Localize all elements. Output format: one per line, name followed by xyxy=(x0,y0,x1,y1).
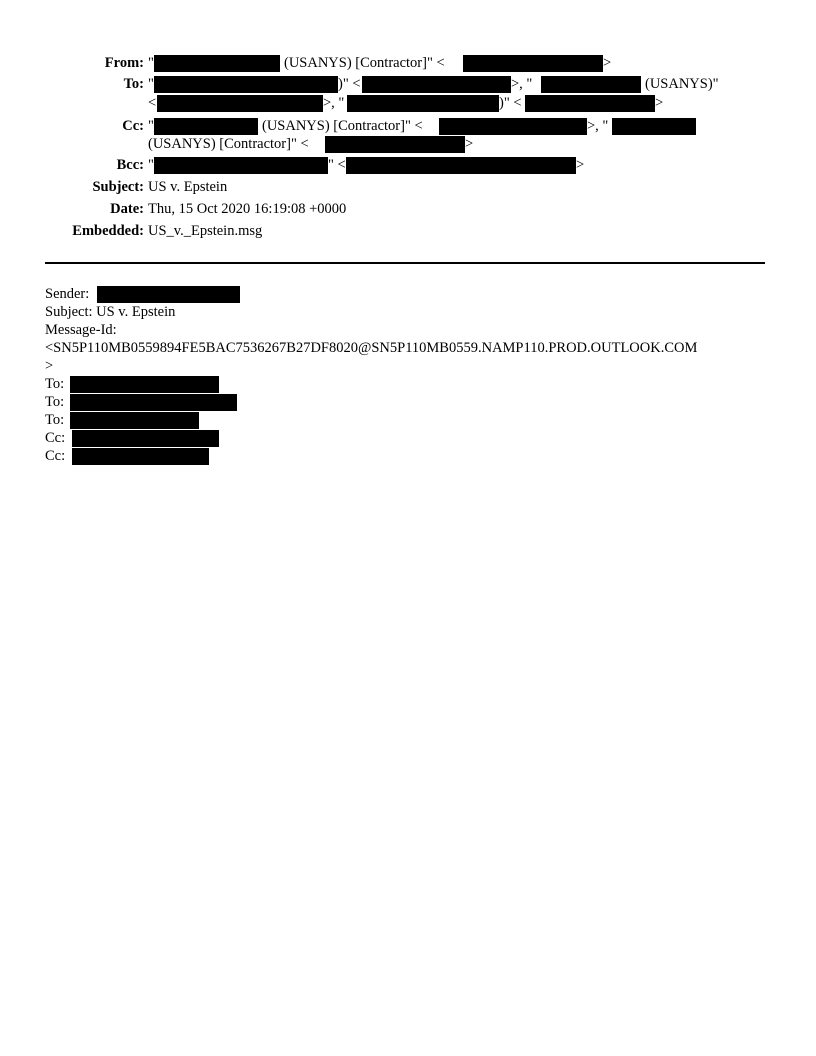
bcc-label: Bcc: xyxy=(116,157,144,173)
recipient-line xyxy=(45,393,64,411)
to-text-2: >, " xyxy=(511,76,533,92)
redaction-box xyxy=(439,118,587,135)
to-label: To: xyxy=(123,76,144,92)
recipient-label: To: xyxy=(45,376,65,392)
from-quote: " xyxy=(148,55,154,71)
sender-label: Sender: xyxy=(45,286,90,302)
redaction-box xyxy=(346,157,576,174)
redaction-box xyxy=(70,412,199,429)
redaction-box xyxy=(612,118,696,135)
to-quote: " xyxy=(148,76,154,92)
recipient-line xyxy=(45,375,64,393)
redaction-box xyxy=(72,448,209,465)
from-row xyxy=(0,54,816,72)
from-text: (USANYS) [Contractor]" < xyxy=(284,55,445,71)
redaction-box xyxy=(525,95,655,112)
to-l2-text-3: > xyxy=(655,95,664,111)
from-label: From: xyxy=(104,55,144,71)
recipient-label: Cc: xyxy=(45,448,66,464)
embedded-row xyxy=(0,222,816,240)
cc-row-continued xyxy=(0,135,816,153)
redaction-box xyxy=(463,55,603,72)
to-l2-text-1: >, " xyxy=(323,95,345,111)
bcc-text-1: " < xyxy=(328,157,346,173)
redaction-box xyxy=(157,95,323,112)
recipient-line xyxy=(45,411,64,429)
cc-text-1: (USANYS) [Contractor]" < xyxy=(262,118,423,134)
redaction-box xyxy=(97,286,240,303)
recipient-label: To: xyxy=(45,394,65,410)
bcc-row xyxy=(0,156,816,174)
redaction-box xyxy=(347,95,499,112)
recipient-label: Cc: xyxy=(45,430,66,446)
sender-line xyxy=(45,285,89,303)
date-value: Thu, 15 Oct 2020 16:19:08 +0000 xyxy=(148,201,347,217)
date-row xyxy=(0,200,816,218)
subject-line: Subject: US v. Epstein xyxy=(45,304,176,320)
embedded-attachment-link[interactable]: US_v._Epstein.msg xyxy=(148,223,263,239)
redaction-box xyxy=(72,430,219,447)
redaction-box xyxy=(325,136,465,153)
redaction-box xyxy=(154,76,338,93)
message-id-value: <SN5P110MB0559894FE5BAC7536267B27DF8020@SN5P110MB0559.NAMP110.PROD.OUTLOOK.COM xyxy=(45,340,698,356)
to-text-1: )" < xyxy=(338,76,361,92)
recipient-line xyxy=(45,447,65,465)
bcc-quote: " xyxy=(148,157,154,173)
from-close: > xyxy=(603,55,612,71)
redaction-box xyxy=(154,55,280,72)
date-label: Date: xyxy=(110,201,144,217)
message-id-label: Message-Id: xyxy=(45,322,117,338)
to-row xyxy=(0,75,816,93)
cc-l2-close: > xyxy=(465,136,474,152)
redaction-box xyxy=(541,76,641,93)
embedded-label: Embedded: xyxy=(72,223,144,239)
redaction-box xyxy=(70,376,219,393)
to-row-continued xyxy=(0,94,816,112)
header-divider xyxy=(45,262,765,264)
cc-label: Cc: xyxy=(122,118,144,134)
recipient-label: To: xyxy=(45,412,65,428)
cc-l2-text-1: (USANYS) [Contractor]" < xyxy=(148,136,309,152)
cc-text-2: >, " xyxy=(587,118,609,134)
cc-row xyxy=(0,117,816,135)
to-l2-text-2: )" < xyxy=(499,95,522,111)
to-l2-open: < xyxy=(148,95,157,111)
redaction-box xyxy=(154,118,258,135)
subject-row xyxy=(0,178,816,196)
message-id-end: > xyxy=(45,358,54,374)
redaction-box xyxy=(154,157,328,174)
redaction-box xyxy=(70,394,237,411)
subject-value: US v. Epstein xyxy=(148,179,228,195)
cc-quote: " xyxy=(148,118,154,134)
to-text-3: (USANYS)" xyxy=(645,76,719,92)
bcc-close: > xyxy=(576,157,585,173)
redaction-box xyxy=(362,76,511,93)
recipient-line xyxy=(45,429,65,447)
subject-label: Subject: xyxy=(92,179,144,195)
